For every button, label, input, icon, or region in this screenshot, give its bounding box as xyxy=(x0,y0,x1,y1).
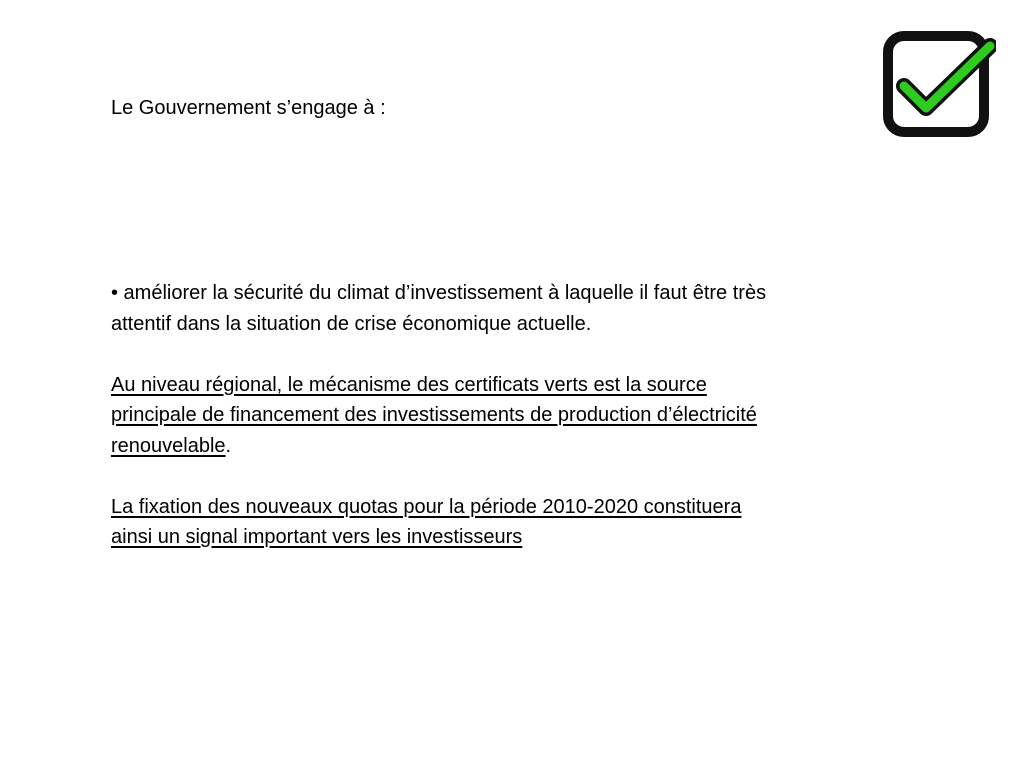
quotas-line-1: La fixation des nouveaux quotas pour la période 2010-2020 constituera xyxy=(111,495,742,518)
bullet-paragraph xyxy=(111,278,911,339)
bullet-line-2: attentif dans la situation de crise économique actuelle. xyxy=(111,312,592,335)
slide-body xyxy=(111,278,911,553)
regional-line-3: renouvelable xyxy=(111,434,226,457)
regional-paragraph xyxy=(111,370,911,462)
bullet-line-1: • améliorer la sécurité du climat d’investissement à laquelle il faut être très xyxy=(111,282,767,304)
checkbox-checked-icon xyxy=(880,28,996,140)
paragraph-spacer xyxy=(111,339,911,370)
paragraph-spacer xyxy=(111,461,911,492)
regional-line-1: Au niveau régional, le mécanisme des certificats verts est la source xyxy=(111,373,707,396)
quotas-line-2: ainsi un signal important vers les investisseurs xyxy=(111,526,523,548)
regional-trailing-period: . xyxy=(225,434,232,457)
quotas-paragraph xyxy=(111,492,911,553)
slide-heading: Le Gouvernement s’engage à : xyxy=(111,97,386,119)
regional-line-2: principale de financement des investissements de production d’électricité xyxy=(111,404,757,426)
